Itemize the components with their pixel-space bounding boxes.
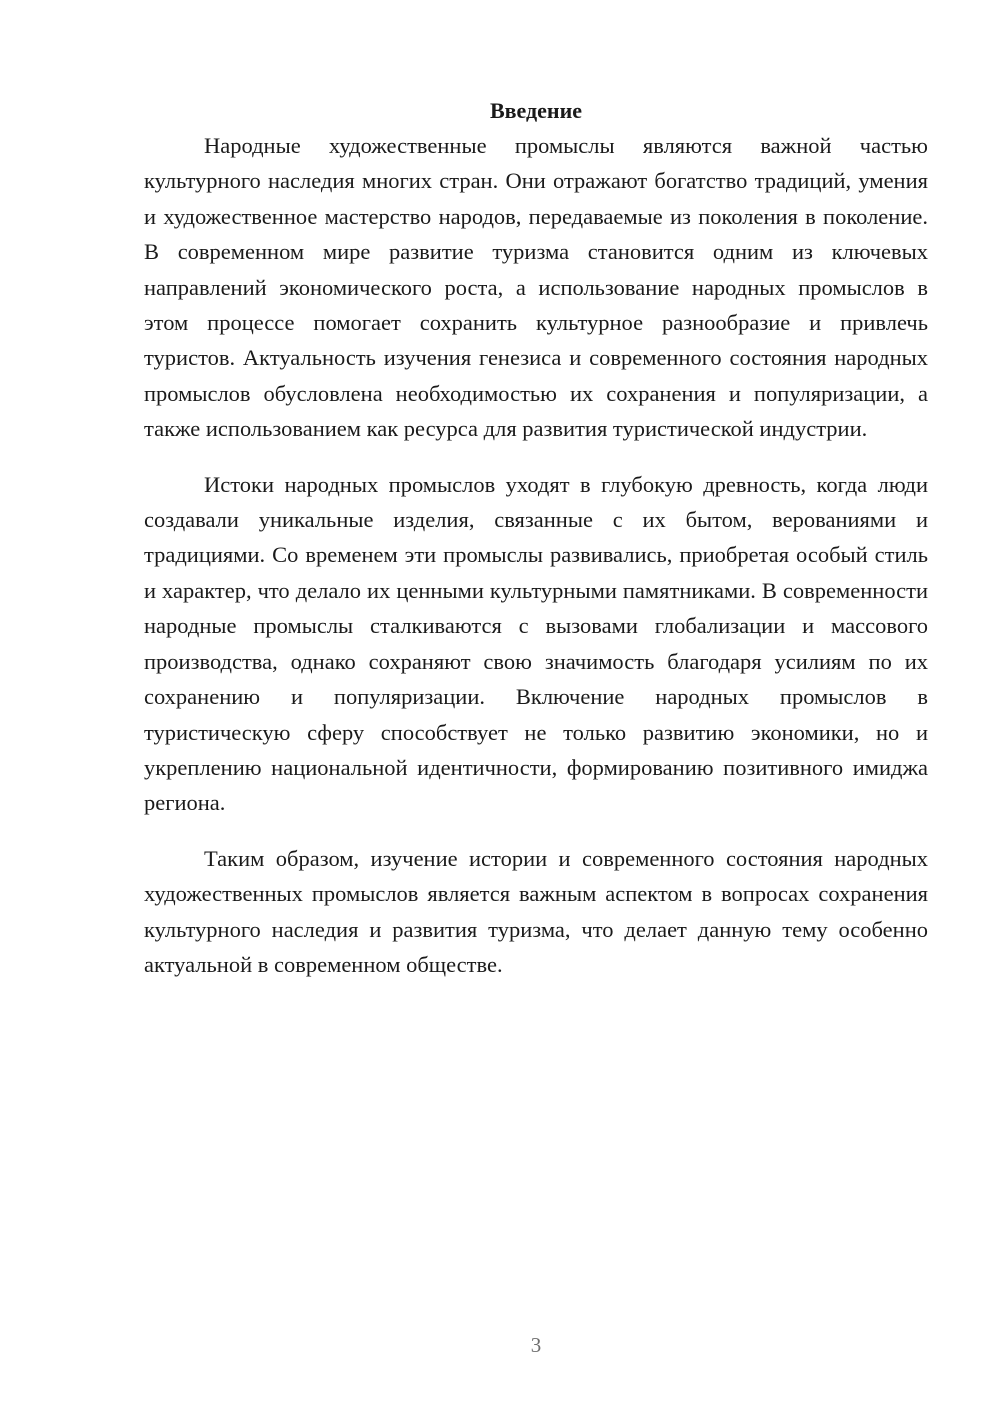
- paragraph-intro: Народные художественные промыслы являются важной частью культурного наследия многих стран. Они отражают богатство традиций, умения и художественное мастерство народов, передаваемые из поколения в поколение. В современном мире развитие туризма становится одним из ключевых направлений экономического роста, а использование народных промыслов в этом процессе помогает сохранить культурное разнообразие и привлечь туристов. Актуальность изучения генезиса и современного состояния народных промыслов обусловлена необходимостью их сохранения и популяризации, а также использованием как ресурса для развития туристической индустрии.: [144, 133, 928, 442]
- page-number: 3: [530, 1333, 542, 1357]
- paragraph-conclusion: Таким образом, изучение истории и современного состояния народных художественных промыслов является важным аспектом в вопросах сохранения культурного наследия и развития туризма, что делает данную тему особенно актуальной в современном обществе.: [144, 845, 928, 977]
- paragraph-origins: Истоки народных промыслов уходят в глубокую древность, когда люди создавали уникальные изделия, связанные с их бытом, верованиями и традициями. Со временем эти промыслы развивались, приобретая особый стиль и характер, что делало их ценными культурными памятниками. В современности народные промыслы сталкиваются с вызовами глобализации и массового производства, однако сохраняют свою значимость благодаря усилиям по их сохранению и популяризации. Включение народных промыслов в туристическую сферу способствует не только развитию экономики, но и укреплению национальной идентичности, формированию позитивного имиджа региона.: [144, 471, 928, 816]
- page-body: [144, 92, 928, 982]
- section-heading: Введение: [489, 98, 583, 123]
